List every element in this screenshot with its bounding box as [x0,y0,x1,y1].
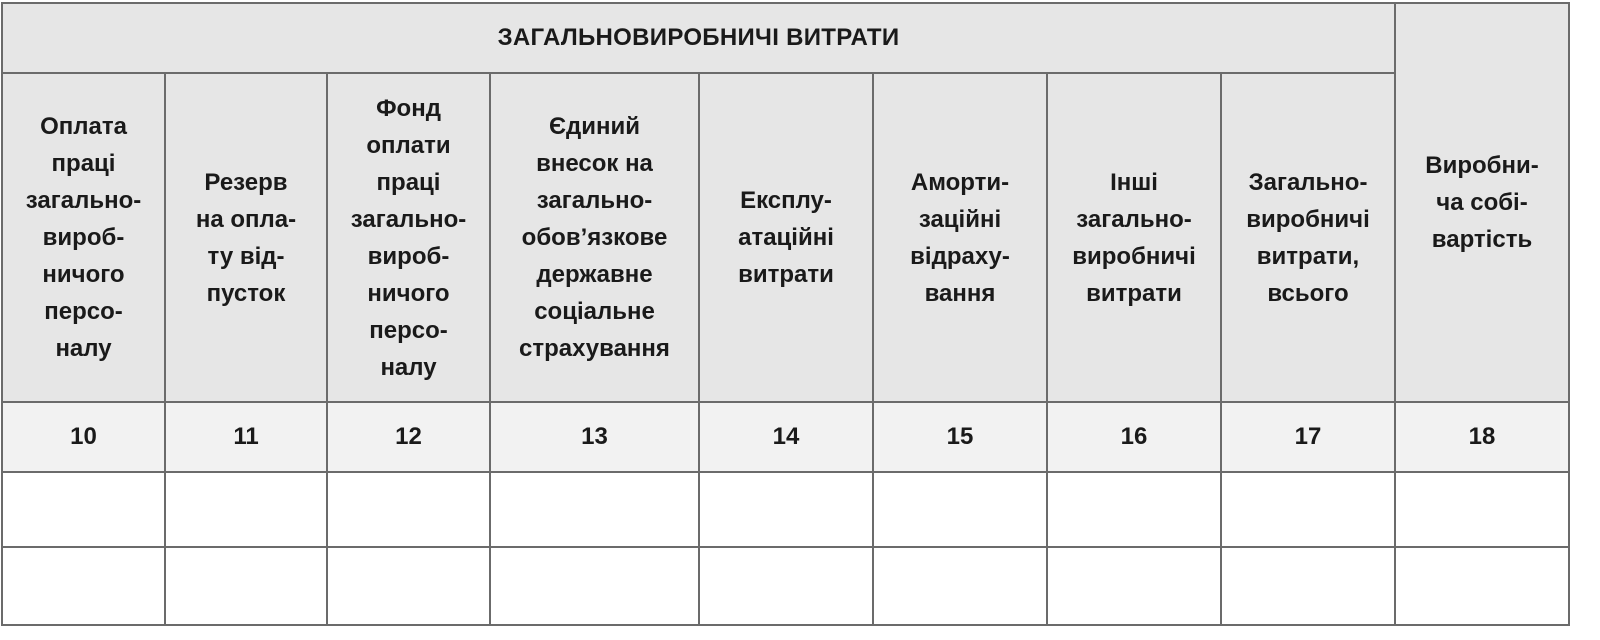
table-cell[interactable] [165,547,327,625]
table-cell[interactable] [327,547,490,625]
column-number-15: 15 [873,402,1047,472]
table-cell[interactable] [873,547,1047,625]
column-number-11: 11 [165,402,327,472]
column-number-14: 14 [699,402,873,472]
column-number-10: 10 [2,402,165,472]
column-header-15: Аморти- заційні відраху- вання [873,73,1047,402]
table-header-row [2,73,1569,402]
table-cell[interactable] [1047,547,1221,625]
table-row [2,472,1569,547]
table-cell[interactable] [327,472,490,547]
table-cell[interactable] [873,472,1047,547]
column-header-18: Виробни- ча собі- вартість [1395,3,1569,402]
column-header-11: Резерв на опла- ту від- пусток [165,73,327,402]
column-number-18: 18 [1395,402,1569,472]
column-number-row [2,402,1569,472]
table-header-group-row [2,3,1569,73]
column-number-12: 12 [327,402,490,472]
column-header-10: Оплата праці загально- вироб- ничого персо- налу [2,73,165,402]
column-header-14: Експлу- атаційні витрати [699,73,873,402]
column-number-13: 13 [490,402,699,472]
table-cell[interactable] [490,472,699,547]
column-header-17: Загально- виробничі витрати, всього [1221,73,1395,402]
table-cell[interactable] [699,472,873,547]
table-cell[interactable] [1221,472,1395,547]
column-header-12: Фонд оплати праці загально- вироб- ничого персо- налу [327,73,490,402]
table-cell[interactable] [1047,472,1221,547]
column-number-16: 16 [1047,402,1221,472]
cost-table [1,2,1570,626]
table-cell[interactable] [1395,547,1569,625]
column-header-16: Інші загально- виробничі витрати [1047,73,1221,402]
table-row [2,547,1569,625]
table-cell[interactable] [1395,472,1569,547]
column-header-13: Єдиний внесок на загально- обов’язкове державне соціальне страхування [490,73,699,402]
table-cell[interactable] [699,547,873,625]
table-cell[interactable] [1221,547,1395,625]
table-cell[interactable] [165,472,327,547]
column-number-17: 17 [1221,402,1395,472]
table-cell[interactable] [490,547,699,625]
group-title: ЗАГАЛЬНОВИРОБНИЧІ ВИТРАТИ [2,3,1395,73]
table-cell[interactable] [2,547,165,625]
table-cell[interactable] [2,472,165,547]
